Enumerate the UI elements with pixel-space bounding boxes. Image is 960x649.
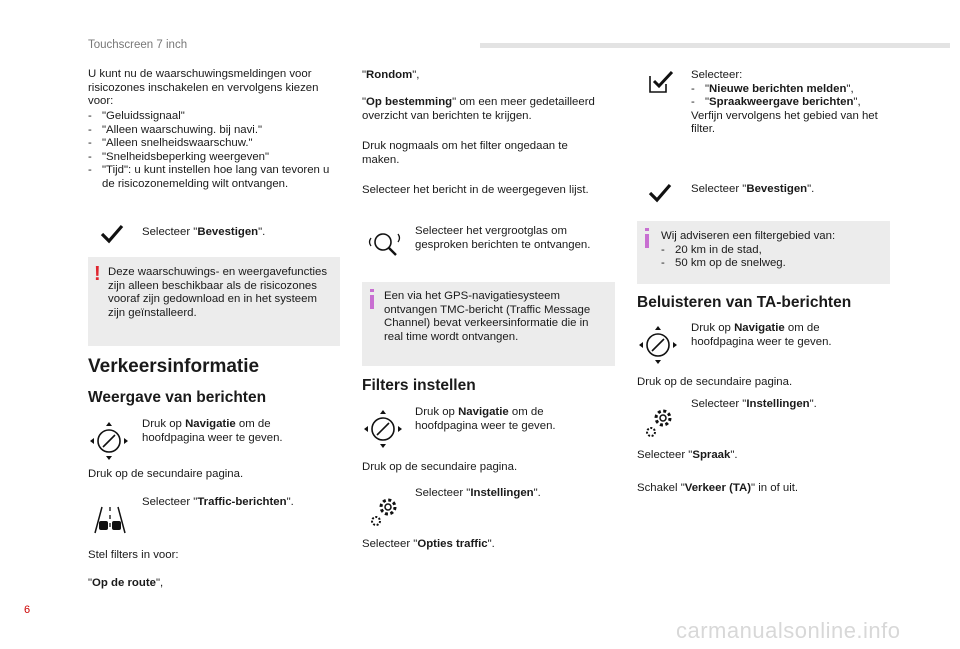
secondary-page-instruction: Druk op de secundaire pagina. (88, 468, 244, 480)
settings-icon (368, 494, 404, 530)
select-options-block (691, 69, 891, 137)
traffic-icon (92, 505, 128, 535)
traffic-messages-instruction: Selecteer "Traffic-berichten". (142, 496, 294, 508)
filters-instruction: Stel filters in voor: (88, 549, 179, 561)
info-box (362, 282, 615, 366)
navigation-icon (637, 324, 679, 366)
list-item: - "Tijd": u kunt instellen hoe lang van tevoren u de risicozonemelding wilt ontvangen. (88, 164, 330, 190)
watermark: carmanualsonline.info (676, 618, 901, 643)
navigation-instruction: Druk op Navigatie om de hoofdpagina weer te geven. (415, 406, 556, 432)
list-item: - "Snelheidsbeperking weergeven" (88, 150, 270, 163)
warning-box (88, 257, 340, 346)
checkmark-icon (648, 183, 672, 203)
refine-text: Verfijn vervolgens het gebied van het filter. (691, 109, 878, 136)
confirm-instruction: Selecteer "Bevestigen". (142, 226, 266, 238)
section-title: Verkeersinformatie (88, 356, 260, 377)
warning-icon: ! (94, 263, 101, 285)
list-item: - "Spraakweergave berichten", (691, 96, 861, 109)
navigation-icon (362, 408, 404, 450)
magnifier-instruction: Selecteer het vergrootglas om gesproken berichten te ontvangen. (415, 225, 591, 251)
header-rule (480, 43, 950, 48)
list-item: - "Geluidssignaal" (88, 110, 185, 122)
settings-icon (643, 405, 679, 441)
select-label: Selecteer: (691, 69, 743, 81)
secondary-page-instruction: Druk op de secundaire pagina. (637, 376, 793, 388)
magnifier-icon (368, 228, 404, 264)
navigation-icon (88, 420, 130, 462)
advice-box (637, 221, 890, 284)
select-message-text: Selecteer het bericht in de weergegeven lijst. (362, 184, 589, 196)
navigation-instruction: Druk op Navigatie om de hoofdpagina weer te geven. (691, 322, 832, 348)
secondary-page-instruction: Druk op de secundaire pagina. (362, 461, 518, 473)
settings-instruction: Selecteer "Instellingen". (691, 398, 817, 410)
filter-destination: "Op bestemming" om een meer gedetailleerd overzicht van berichten te krijgen. (362, 96, 595, 122)
risk-zone-options-list (88, 110, 340, 192)
subsection-title: Beluisteren van TA-berichten (637, 294, 852, 311)
list-item: - "Nieuwe berichten melden", (691, 82, 854, 95)
subsection-title: Filters instellen (362, 377, 476, 394)
navigation-instruction: Druk op Navigatie om de hoofdpagina weer te geven. (142, 418, 283, 444)
warning-text: Deze waarschuwings- en weergavefuncties zijn alleen beschikbaar als de risicozones vooraf zijn gedownload en in het systeem zijn geïnstalleerd. (108, 266, 328, 319)
settings-instruction: Selecteer "Instellingen". (415, 487, 541, 499)
filter-on-route: "Op de route", (88, 577, 164, 589)
confirm-instruction: Selecteer "Bevestigen". (691, 183, 815, 195)
traffic-options-instruction: Selecteer "Opties traffic". (362, 538, 495, 550)
checkmark-icon (100, 224, 124, 244)
subsection-title: Weergave van berichten (88, 389, 267, 406)
checkbox-icon (648, 70, 674, 94)
page-number: 6 (24, 604, 31, 616)
header-title: Touchscreen 7 inch (88, 39, 188, 51)
info-icon (644, 228, 650, 253)
advice-text: Wij adviseren een filtergebied van: - 20 km in de stad, - 50 km op de snelweg. (661, 230, 883, 271)
list-item: - 20 km in de stad, (661, 243, 762, 256)
ta-toggle-instruction: Schakel "Verkeer (TA)" in of uit. (637, 482, 799, 494)
risk-zone-intro: U kunt nu de waarschuwingsmeldingen voor risicozones inschakelen en vervolgens kiezen voor: (88, 68, 319, 108)
speech-instruction: Selecteer "Spraak". (637, 449, 738, 461)
list-item: - "Alleen waarschuwing. bij navi." (88, 123, 263, 136)
filter-around: "Rondom", (362, 69, 420, 81)
list-item: - 50 km op de snelweg. (661, 257, 786, 270)
list-item: - "Alleen snelheidswaarschuw." (88, 137, 253, 150)
undo-filter-text: Druk nogmaals om het filter ongedaan te maken. (362, 140, 568, 166)
info-text: Een via het GPS-navigatiesysteem ontvangen TMC-bericht (Traffic Message Channel) bevat verkeersinformatie die in real time wordt ontvangen. (384, 290, 591, 343)
info-icon (369, 289, 375, 314)
